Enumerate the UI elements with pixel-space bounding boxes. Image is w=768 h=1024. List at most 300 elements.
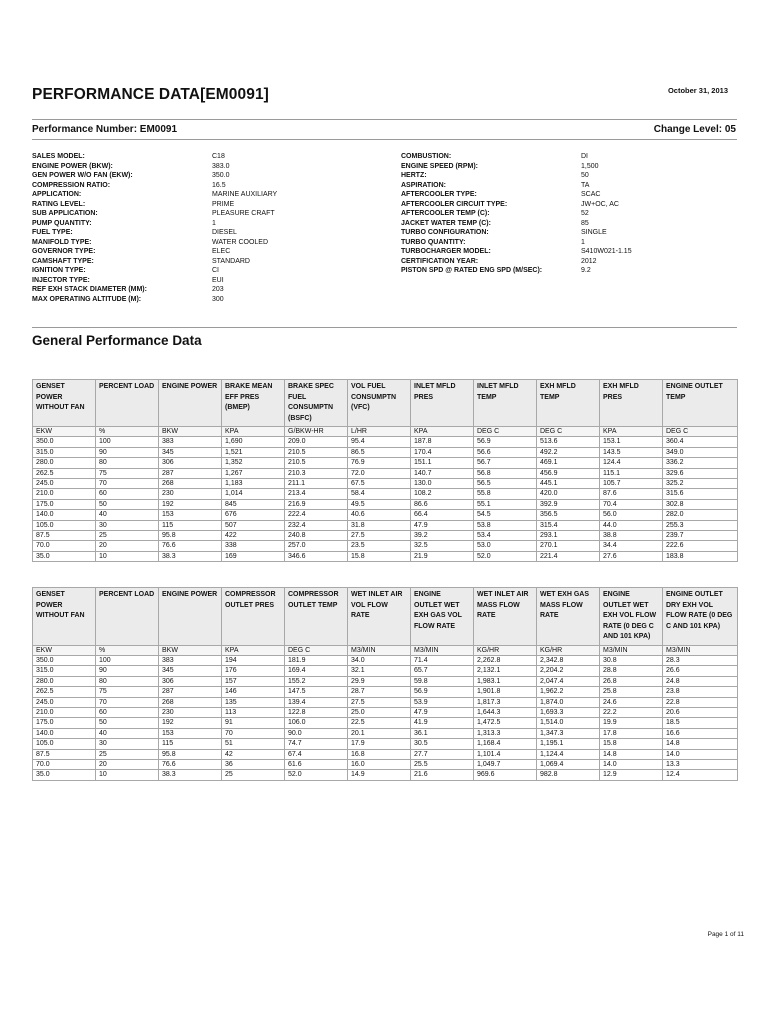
table-row xyxy=(33,479,738,489)
table-cell: 143.5 xyxy=(600,447,663,457)
table-cell: 90 xyxy=(96,666,159,676)
column-header: BRAKE MEAN EFF PRES (BMEP) xyxy=(222,380,285,427)
table-cell: 38.3 xyxy=(159,770,222,780)
column-header: BRAKE SPEC FUEL CONSUMPTN (BSFC) xyxy=(285,380,348,427)
table-cell: 383 xyxy=(159,437,222,447)
section-title: General Performance Data xyxy=(32,333,202,348)
table-cell: 245.0 xyxy=(33,697,96,707)
spec-label: GEN POWER W/O FAN (EKW): xyxy=(32,172,133,179)
table-cell: 25.8 xyxy=(600,687,663,697)
table-cell: 183.8 xyxy=(663,551,738,561)
table-cell: 76.6 xyxy=(159,759,222,769)
column-header: EXH MFLD PRES xyxy=(600,380,663,427)
table-cell: 12.4 xyxy=(663,770,738,780)
column-header: VOL FUEL CONSUMPTN (VFC) xyxy=(348,380,411,427)
table-cell: 76.6 xyxy=(159,541,222,551)
column-header: WET EXH GAS MASS FLOW RATE xyxy=(537,588,600,646)
table-row xyxy=(33,770,738,780)
table-cell: 19.9 xyxy=(600,718,663,728)
spec-label: AFTERCOOLER TEMP (C): xyxy=(401,210,490,217)
table-cell: 306 xyxy=(159,676,222,686)
table-cell: 240.8 xyxy=(285,531,348,541)
table-cell: 982.8 xyxy=(537,770,600,780)
unit-cell: L/HR xyxy=(348,427,411,437)
unit-cell: KG/HR xyxy=(474,645,537,655)
spec-value: DIESEL xyxy=(212,229,237,236)
unit-cell: EKW xyxy=(33,427,96,437)
table-cell: 52.0 xyxy=(474,551,537,561)
table-cell: 60 xyxy=(96,707,159,717)
table-cell: 169 xyxy=(222,551,285,561)
table-cell: 1,901.8 xyxy=(474,687,537,697)
table-cell: 24.8 xyxy=(663,676,738,686)
unit-cell: M3/MIN xyxy=(348,645,411,655)
table-cell: 28.8 xyxy=(600,666,663,676)
spec-value: JW+OC, AC xyxy=(581,200,619,208)
table-cell: 91 xyxy=(222,718,285,728)
table-row xyxy=(33,718,738,728)
spec-value: 50 xyxy=(581,172,589,179)
column-header: INLET MFLD TEMP xyxy=(474,380,537,427)
table-cell: 257.0 xyxy=(285,541,348,551)
table-cell: 56.9 xyxy=(411,687,474,697)
table-cell: 65.7 xyxy=(411,666,474,676)
column-header: GENSET POWER WITHOUT FAN xyxy=(33,380,96,427)
table-row xyxy=(33,468,738,478)
table-cell: 34.0 xyxy=(348,655,411,665)
spec-value: PRIME xyxy=(212,200,235,208)
table-cell: 151.1 xyxy=(411,458,474,468)
spec-row xyxy=(32,162,372,172)
page-title: PERFORMANCE DATA[EM0091] xyxy=(32,86,269,103)
table-cell: 392.9 xyxy=(537,499,600,509)
table-cell: 115 xyxy=(159,520,222,530)
spec-value: 9.2 xyxy=(581,267,591,274)
spec-label: INJECTOR TYPE: xyxy=(32,276,90,284)
table-row xyxy=(33,707,738,717)
table-cell: 346.6 xyxy=(285,551,348,561)
table-cell: 95.8 xyxy=(159,749,222,759)
spec-label: APPLICATION: xyxy=(32,191,82,198)
spec-label: MAX OPERATING ALTITUDE (M): xyxy=(32,295,142,303)
table-cell: 1,983.1 xyxy=(474,676,537,686)
table-cell: 280.0 xyxy=(33,458,96,468)
table-cell: 59.8 xyxy=(411,676,474,686)
spec-value: TA xyxy=(581,181,590,189)
table-cell: 10 xyxy=(96,770,159,780)
spec-label: SALES MODEL: xyxy=(32,153,85,160)
spec-row xyxy=(32,238,372,248)
unit-cell: EKW xyxy=(33,645,96,655)
unit-cell: G/BKW-HR xyxy=(285,427,348,437)
table-cell: 10 xyxy=(96,551,159,561)
table-cell: 44.0 xyxy=(600,520,663,530)
column-header: INLET MFLD PRES xyxy=(411,380,474,427)
spec-label: TURBO QUANTITY: xyxy=(401,238,466,246)
table-cell: 14.9 xyxy=(348,770,411,780)
spec-row xyxy=(401,257,737,267)
spec-value: 2012 xyxy=(581,257,597,265)
table-cell: 170.4 xyxy=(411,447,474,457)
table-cell: 28.7 xyxy=(348,687,411,697)
table-cell: 1,195.1 xyxy=(537,739,600,749)
unit-cell: M3/MIN xyxy=(411,645,474,655)
table-cell: 67.5 xyxy=(348,479,411,489)
table-row xyxy=(33,687,738,697)
table-cell: 329.6 xyxy=(663,468,738,478)
table-cell: 26.8 xyxy=(600,676,663,686)
spec-value: 1,500 xyxy=(581,162,599,170)
table-cell: 34.4 xyxy=(600,541,663,551)
table-cell: 22.8 xyxy=(663,697,738,707)
spec-row xyxy=(32,152,372,162)
table-cell: 280.0 xyxy=(33,676,96,686)
table-cell: 53.0 xyxy=(474,541,537,551)
table-row xyxy=(33,458,738,468)
table-row xyxy=(33,499,738,509)
table-cell: 302.8 xyxy=(663,499,738,509)
column-header: PERCENT LOAD xyxy=(96,588,159,646)
table-cell: 345 xyxy=(159,666,222,676)
spec-value: 52 xyxy=(581,210,589,217)
table-cell: 90.0 xyxy=(285,728,348,738)
table-cell: 13.3 xyxy=(663,759,738,769)
table-cell: 15.8 xyxy=(348,551,411,561)
spec-row xyxy=(32,219,372,229)
table-cell: 38.3 xyxy=(159,551,222,561)
column-header: ENGINE OUTLET DRY EXH VOL FLOW RATE (0 DEG C AND 101 KPA) xyxy=(663,588,738,646)
table-cell: 262.5 xyxy=(33,468,96,478)
table-cell: 175.0 xyxy=(33,499,96,509)
table-cell: 66.4 xyxy=(411,510,474,520)
column-header: EXH MFLD TEMP xyxy=(537,380,600,427)
table-cell: 192 xyxy=(159,718,222,728)
table-cell: 20 xyxy=(96,759,159,769)
unit-cell: KPA xyxy=(222,427,285,437)
column-header: ENGINE POWER xyxy=(159,380,222,427)
column-header: PERCENT LOAD xyxy=(96,380,159,427)
table-cell: 315.0 xyxy=(33,447,96,457)
table-cell: 16.0 xyxy=(348,759,411,769)
table-cell: 25 xyxy=(96,749,159,759)
table-cell: 306 xyxy=(159,458,222,468)
table-cell: 2,342.8 xyxy=(537,655,600,665)
table-cell: 40 xyxy=(96,510,159,520)
table-cell: 61.6 xyxy=(285,759,348,769)
spec-label: COMBUSTION: xyxy=(401,153,452,160)
table-cell: 210.5 xyxy=(285,447,348,457)
table-cell: 153 xyxy=(159,728,222,738)
table-cell: 268 xyxy=(159,697,222,707)
table-cell: 270.1 xyxy=(537,541,600,551)
table-cell: 293.1 xyxy=(537,531,600,541)
table-cell: 1,962.2 xyxy=(537,687,600,697)
table-cell: 153.1 xyxy=(600,437,663,447)
spec-value: 1 xyxy=(581,238,585,246)
table-cell: 245.0 xyxy=(33,479,96,489)
table-cell: 1,313.3 xyxy=(474,728,537,738)
spec-value: PLEASURE CRAFT xyxy=(212,210,275,217)
table-cell: 90 xyxy=(96,447,159,457)
table-cell: 2,262.8 xyxy=(474,655,537,665)
table-row xyxy=(33,728,738,738)
unit-cell: KG/HR xyxy=(537,645,600,655)
table-cell: 55.1 xyxy=(474,499,537,509)
table-cell: 17.9 xyxy=(348,739,411,749)
spec-row xyxy=(401,228,737,238)
table-cell: 135 xyxy=(222,697,285,707)
table-cell: 40.6 xyxy=(348,510,411,520)
spec-row xyxy=(32,276,372,286)
column-header: ENGINE OUTLET WET EXH GAS VOL FLOW RATE xyxy=(411,588,474,646)
table-cell: 105.0 xyxy=(33,739,96,749)
spec-label: PUMP QUANTITY: xyxy=(32,219,92,227)
spec-value: 350.0 xyxy=(212,172,230,179)
spec-row xyxy=(32,257,372,267)
table-row xyxy=(33,759,738,769)
table-cell: 60 xyxy=(96,489,159,499)
table-cell: 210.0 xyxy=(33,707,96,717)
table-cell: 140.0 xyxy=(33,510,96,520)
table-cell: 80 xyxy=(96,676,159,686)
table-cell: 25.5 xyxy=(411,759,474,769)
table-cell: 181.9 xyxy=(285,655,348,665)
unit-cell: KPA xyxy=(411,427,474,437)
table-cell: 29.9 xyxy=(348,676,411,686)
table-cell: 230 xyxy=(159,489,222,499)
table-cell: 25 xyxy=(96,531,159,541)
table-row xyxy=(33,437,738,447)
spec-row xyxy=(32,200,372,210)
table-cell: 1,874.0 xyxy=(537,697,600,707)
table-cell: 345 xyxy=(159,447,222,457)
spec-row xyxy=(401,219,737,229)
table-cell: 50 xyxy=(96,499,159,509)
table-cell: 221.4 xyxy=(537,551,600,561)
table-cell: 115.1 xyxy=(600,468,663,478)
table-cell: 53.4 xyxy=(474,531,537,541)
table-cell: 27.5 xyxy=(348,697,411,707)
units-row xyxy=(33,645,738,655)
table-cell: 12.9 xyxy=(600,770,663,780)
table-cell: 71.4 xyxy=(411,655,474,665)
table-cell: 176 xyxy=(222,666,285,676)
table-cell: 72.0 xyxy=(348,468,411,478)
table-cell: 25 xyxy=(222,770,285,780)
table-cell: 30.8 xyxy=(600,655,663,665)
table-cell: 222.6 xyxy=(663,541,738,551)
table-cell: 492.2 xyxy=(537,447,600,457)
spec-row xyxy=(401,209,737,219)
table-cell: 1,352 xyxy=(222,458,285,468)
table-cell: 14.0 xyxy=(663,749,738,759)
table-cell: 86.6 xyxy=(411,499,474,509)
table-cell: 469.1 xyxy=(537,458,600,468)
column-header: WET INLET AIR MASS FLOW RATE xyxy=(474,588,537,646)
table-row xyxy=(33,749,738,759)
table-cell: 1,183 xyxy=(222,479,285,489)
table-cell: 222.4 xyxy=(285,510,348,520)
spec-row xyxy=(32,266,372,276)
table-cell: 100 xyxy=(96,437,159,447)
section-divider xyxy=(32,327,737,328)
performance-table-2 xyxy=(32,587,738,781)
spec-value: EUI xyxy=(212,276,224,284)
table-cell: 56.9 xyxy=(474,437,537,447)
table-cell: 350.0 xyxy=(33,655,96,665)
table-cell: 100 xyxy=(96,655,159,665)
table-cell: 2,047.4 xyxy=(537,676,600,686)
table-cell: 282.0 xyxy=(663,510,738,520)
table-cell: 232.4 xyxy=(285,520,348,530)
table-cell: 14.0 xyxy=(600,759,663,769)
table-cell: 87.6 xyxy=(600,489,663,499)
table-cell: 2,204.2 xyxy=(537,666,600,676)
table-cell: 27.5 xyxy=(348,531,411,541)
table-cell: 70.0 xyxy=(33,759,96,769)
table-cell: 50 xyxy=(96,718,159,728)
spec-value: 383.0 xyxy=(212,162,230,170)
spec-value: S410W021-1.15 xyxy=(581,248,632,255)
table-cell: 70.0 xyxy=(33,541,96,551)
unit-cell: DEG C xyxy=(663,427,738,437)
table-cell: 336.2 xyxy=(663,458,738,468)
table-cell: 192 xyxy=(159,499,222,509)
table-cell: 56.0 xyxy=(600,510,663,520)
change-level: Change Level: 05 xyxy=(653,124,736,135)
table-cell: 1,069.4 xyxy=(537,759,600,769)
table-cell: 54.5 xyxy=(474,510,537,520)
table-cell: 1,693.3 xyxy=(537,707,600,717)
table-cell: 155.2 xyxy=(285,676,348,686)
table-cell: 52.0 xyxy=(285,770,348,780)
table-cell: 507 xyxy=(222,520,285,530)
table-cell: 42 xyxy=(222,749,285,759)
spec-value: 203 xyxy=(212,286,224,293)
table-cell: 22.2 xyxy=(600,707,663,717)
table-cell: 210.5 xyxy=(285,458,348,468)
table-cell: 51 xyxy=(222,739,285,749)
table-cell: 15.8 xyxy=(600,739,663,749)
unit-cell: DEG C xyxy=(285,645,348,655)
spec-row xyxy=(401,200,737,210)
spec-value: 1 xyxy=(212,219,216,227)
spec-row xyxy=(401,152,737,162)
spec-row xyxy=(401,238,737,248)
table-cell: 70 xyxy=(222,728,285,738)
table-cell: 147.5 xyxy=(285,687,348,697)
table-cell: 122.8 xyxy=(285,707,348,717)
table-cell: 20 xyxy=(96,541,159,551)
table-cell: 1,347.3 xyxy=(537,728,600,738)
spec-value: DI xyxy=(581,153,588,160)
spec-label: ENGINE SPEED (RPM): xyxy=(401,162,479,170)
table-cell: 315.4 xyxy=(537,520,600,530)
unit-cell: M3/MIN xyxy=(663,645,738,655)
table-cell: 445.1 xyxy=(537,479,600,489)
table-cell: 1,049.7 xyxy=(474,759,537,769)
table-cell: 76.9 xyxy=(348,458,411,468)
table-cell: 32.5 xyxy=(411,541,474,551)
table-cell: 53.9 xyxy=(411,697,474,707)
table-cell: 356.5 xyxy=(537,510,600,520)
table-cell: 55.8 xyxy=(474,489,537,499)
spec-row xyxy=(401,181,737,191)
table-row xyxy=(33,447,738,457)
spec-label: CAMSHAFT TYPE: xyxy=(32,257,94,265)
table-cell: 845 xyxy=(222,499,285,509)
spec-value: SCAC xyxy=(581,191,601,198)
spec-value: CI xyxy=(212,267,219,274)
table-cell: 268 xyxy=(159,479,222,489)
spec-label: PISTON SPD @ RATED ENG SPD (M/SEC): xyxy=(401,267,543,274)
table-cell: 211.1 xyxy=(285,479,348,489)
table-cell: 16.6 xyxy=(663,728,738,738)
column-header: GENSET POWER WITHOUT FAN xyxy=(33,588,96,646)
table-cell: 360.4 xyxy=(663,437,738,447)
table-cell: 30 xyxy=(96,739,159,749)
table-cell: 325.2 xyxy=(663,479,738,489)
spec-list-left xyxy=(32,152,372,304)
table-cell: 106.0 xyxy=(285,718,348,728)
spec-label: ASPIRATION: xyxy=(401,181,446,189)
spec-value: MARINE AUXILIARY xyxy=(212,191,278,198)
table-cell: 153 xyxy=(159,510,222,520)
table-cell: 239.7 xyxy=(663,531,738,541)
table-cell: 36 xyxy=(222,759,285,769)
table-cell: 169.4 xyxy=(285,666,348,676)
page-number: Page 1 of 11 xyxy=(707,931,744,938)
table-cell: 23.8 xyxy=(663,687,738,697)
table-cell: 36.1 xyxy=(411,728,474,738)
spec-label: CERTIFICATION YEAR: xyxy=(401,257,479,265)
column-header: COMPRESSOR OUTLET PRES xyxy=(222,588,285,646)
header-divider xyxy=(32,119,737,120)
table-cell: 1,472.5 xyxy=(474,718,537,728)
table-row xyxy=(33,666,738,676)
table-row xyxy=(33,697,738,707)
table-cell: 25.0 xyxy=(348,707,411,717)
table-cell: 74.7 xyxy=(285,739,348,749)
table-cell: 95.8 xyxy=(159,531,222,541)
table-cell: 349.0 xyxy=(663,447,738,457)
table-cell: 87.5 xyxy=(33,531,96,541)
spec-label: AFTERCOOLER CIRCUIT TYPE: xyxy=(401,200,508,208)
column-header: ENGINE OUTLET TEMP xyxy=(663,380,738,427)
table-cell: 87.5 xyxy=(33,749,96,759)
spec-row xyxy=(32,190,372,200)
table-cell: 56.8 xyxy=(474,468,537,478)
table-cell: 350.0 xyxy=(33,437,96,447)
table-cell: 32.1 xyxy=(348,666,411,676)
column-header: WET INLET AIR VOL FLOW RATE xyxy=(348,588,411,646)
table-cell: 21.9 xyxy=(411,551,474,561)
spec-row xyxy=(32,295,372,305)
header-divider-bottom xyxy=(32,139,737,140)
table-cell: 17.8 xyxy=(600,728,663,738)
table-cell: 969.6 xyxy=(474,770,537,780)
spec-row xyxy=(401,247,737,257)
spec-row xyxy=(401,162,737,172)
table-cell: 216.9 xyxy=(285,499,348,509)
table-cell: 47.9 xyxy=(411,707,474,717)
table-cell: 130.0 xyxy=(411,479,474,489)
spec-row xyxy=(32,181,372,191)
table-cell: 140.0 xyxy=(33,728,96,738)
table-cell: 422 xyxy=(222,531,285,541)
spec-row xyxy=(32,285,372,295)
table-cell: 315.0 xyxy=(33,666,96,676)
